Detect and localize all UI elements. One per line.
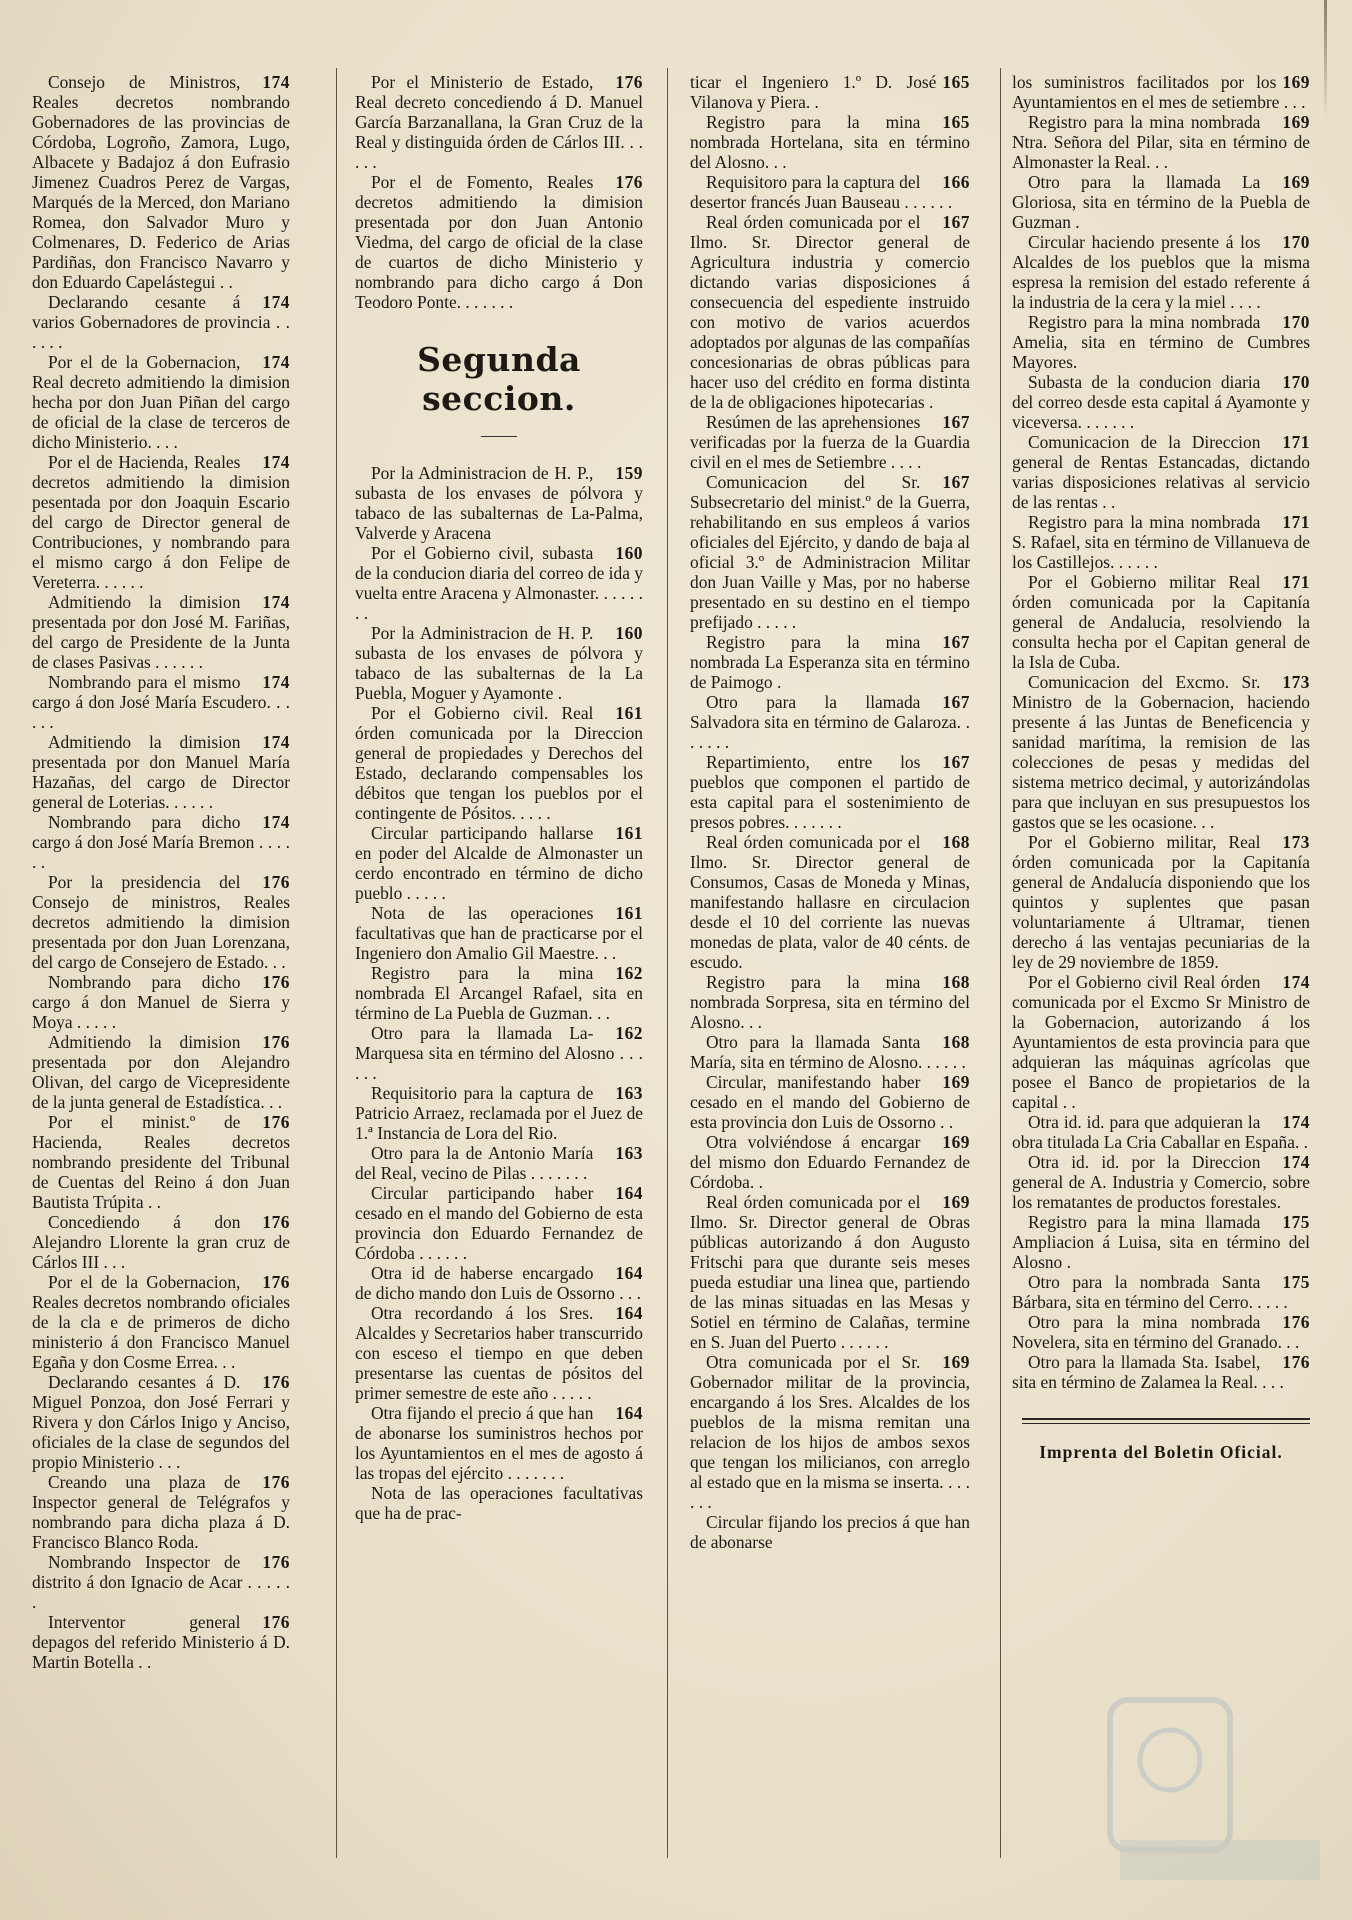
- index-entry: [32, 812, 290, 872]
- index-entry: [1012, 1152, 1310, 1212]
- index-entry: [1012, 312, 1310, 372]
- index-entry: [690, 692, 970, 752]
- entry-text: Por el de Hacienda, Reales decretos admitiendo la dimision pesentada por don Joaquin Escario del cargo de Director general de Contribuciones, y nombrando para el mismo cargo á don Felipe de Vereterra. . . . . .: [32, 452, 290, 592]
- entry-text: Admitiendo la dimision presentada por don Alejandro Olivan, del cargo de Vicepresidente de la junta general de Estadística. . .: [32, 1032, 290, 1112]
- index-entry: [355, 1143, 643, 1183]
- library-stamp-seal: [1080, 1690, 1330, 1890]
- entry-text: Nota de las operaciones facultativas que han de practicarse por el Ingeniero don Amalio Gil Maestre. . .: [355, 903, 643, 963]
- entry-text: Por el Ministerio de Estado, Real decreto concediendo á D. Manuel García Barzanallana, la Gran Cruz de la Real y distinguida órden de Cárlos III. . . . . .: [355, 72, 643, 172]
- page-number: 167: [942, 752, 970, 772]
- index-entry: [32, 972, 290, 1032]
- index-entry: [355, 1303, 643, 1403]
- page-number: 174: [1282, 1112, 1310, 1132]
- page-number: 168: [942, 972, 970, 992]
- column-1: [32, 72, 290, 1892]
- page-edge-shadow: [1324, 0, 1327, 120]
- index-entry: [690, 212, 970, 412]
- page-number: 167: [942, 212, 970, 232]
- page-number: 175: [1282, 1212, 1310, 1232]
- index-entry: [1012, 832, 1310, 972]
- page-number: 160: [615, 543, 643, 563]
- entry-text: Circular participando hallarse en poder del Alcalde de Almonaster un cerdo encontrado en término de dicho pueblo . . . . .: [355, 823, 643, 903]
- page-number: 174: [262, 452, 290, 472]
- index-entry: [1012, 1272, 1310, 1312]
- entry-text: Admitiendo la dimision presentada por don José M. Fariñas, del cargo de Presidente de la Junta de clases Pasivas . . . . . .: [32, 592, 290, 672]
- index-entry: [32, 1612, 290, 1672]
- page-number: 169: [942, 1132, 970, 1152]
- entry-text: Por el Gobierno civil. Real órden comunicada por la Direccion general de propiedades y Derechos del Estado, declarando compensables los débitos que tengan los pueblos por el contingente de Pósitos. . . . .: [355, 703, 643, 823]
- page-number: 170: [1282, 372, 1310, 392]
- entry-text: Otra id. id. para que adquieran la obra titulada La Cria Caballar en España. .: [1012, 1112, 1309, 1152]
- page-number: 176: [615, 172, 643, 192]
- page-number: 169: [1282, 172, 1310, 192]
- page-number: 174: [1282, 1152, 1310, 1172]
- page-number: 174: [262, 72, 290, 92]
- entry-text: Nota de las operaciones facultativas que ha de prac-: [355, 1483, 643, 1523]
- entry-text: Por el de la Gobernacion, Reales decretos nombrando oficiales de la cla e de primeros de dicho ministerio á don Francisco Manuel Egaña y don Cosme Errea. . .: [32, 1272, 290, 1372]
- entry-text: Registro para la mina nombrada Amelia, sita en término de Cumbres Mayores.: [1012, 312, 1310, 372]
- index-entry: [690, 72, 970, 112]
- page-number: 174: [262, 812, 290, 832]
- index-entry: [355, 1403, 643, 1483]
- entry-text: Interventor general depagos del referido Ministerio á D. Martin Botella . .: [32, 1612, 290, 1672]
- page-number: 176: [262, 972, 290, 992]
- page-number: 164: [615, 1303, 643, 1323]
- page-number: 161: [615, 703, 643, 723]
- index-entry: [690, 172, 970, 212]
- page-number: 167: [942, 692, 970, 712]
- entry-text: Declarando cesantes á D. Miguel Ponzoa, don José Ferrari y Rivera y don Cárlos Inigo y Anciso, oficiales de la clase de segundos del propio Ministerio . . .: [32, 1372, 290, 1472]
- index-entry: [1012, 1312, 1310, 1352]
- page-number: 166: [942, 172, 970, 192]
- index-entry: [1012, 512, 1310, 572]
- entry-text: Por la Administracion de H. P. subasta de los envases de pólvora y tabaco de las subalternas de la La Puebla, Moguer y Ayamonte .: [355, 623, 643, 703]
- heading-divider: [481, 436, 517, 437]
- entry-text: Real órden comunicada por el Ilmo. Sr. Director general de Consumos, Casas de Moneda y Minas, manifestando hallasre en circulacion desde el 10 del corriente las nuevas monedas de plata, valor de 40 cénts. de escudo.: [690, 832, 970, 972]
- entry-text: Por la presidencia del Consejo de ministros, Reales decretos admitiendo la dimision presentada por don Juan Lorenzana, del cargo de Consejero de Estado. . .: [32, 872, 290, 972]
- column-3: [690, 72, 970, 1892]
- page-number: 174: [262, 732, 290, 752]
- page-number: 170: [1282, 232, 1310, 252]
- entry-text: Otro para la nombrada Santa Bárbara, sita en término del Cerro. . . . .: [1012, 1272, 1288, 1312]
- entry-text: Requisitoro para la captura del desertor francés Juan Bauseau . . . . . .: [690, 172, 953, 212]
- entry-text: Circular haciendo presente á los Alcaldes de los pueblos que la misma espresa la remision del estado referente á la industria de la cera y la miel . . . .: [1012, 232, 1310, 312]
- page-number: 176: [262, 1552, 290, 1572]
- index-entry: [1012, 72, 1310, 112]
- page-number: 174: [262, 592, 290, 612]
- entry-text: Otro para la llamada Sta. Isabel, sita en término de Zalamea la Real. . . .: [1012, 1352, 1284, 1392]
- index-entry: [690, 1512, 970, 1552]
- page-number: 174: [262, 672, 290, 692]
- index-entry: [690, 1072, 970, 1132]
- index-entry: [32, 1372, 290, 1472]
- page-number: 170: [1282, 312, 1310, 332]
- page-number: 176: [262, 1112, 290, 1132]
- entry-text: Por el Gobierno civil Real órden comunicada por el Excmo Sr Ministro de la Gobernacion, autorizando á los Ayuntamientos de esta provincia para que adquieran las máquinas agrícolas que posee el Banco de propietarios de la capital . .: [1012, 972, 1310, 1112]
- index-entry: [355, 1023, 643, 1083]
- entry-text: Registro para la mina nombrada La Esperanza sita en término de Paimogo .: [690, 632, 970, 692]
- entry-text: Registro para la mina nombrada Sorpresa, sita en término del Alosno. . .: [690, 972, 970, 1032]
- page-number: 171: [1282, 512, 1310, 532]
- entry-text: Por el minist.º de Hacienda, Reales decretos nombrando presidente del Tribunal de Cuentas del Reino á don Juan Bautista Trúpita . .: [32, 1112, 290, 1212]
- index-entry: [1012, 172, 1310, 232]
- entry-text: Otra id. id. por la Direccion general de A. Industria y Comercio, sobre los rematantes de productos forestales.: [1012, 1152, 1310, 1212]
- entry-text: Registro para la mina nombrada Hortelana, sita en término del Alosno. . .: [690, 112, 970, 172]
- index-entry: [690, 112, 970, 172]
- page-number: 165: [942, 112, 970, 132]
- page-number: 174: [262, 292, 290, 312]
- index-entry: [690, 1132, 970, 1192]
- entry-text: Otra comunicada por el Sr. Gobernador militar de la provincia, encargando á los Sres. Alcaldes de los pueblos de la misma remitan una relacion de los hijos de ambos sexos que tengan los milicianos, con arreglo al estado que en la misma se inserta. . . . . . .: [690, 1352, 970, 1512]
- entry-text: Otro para la llamada Salvadora sita en término de Galaroza. . . . . . .: [690, 692, 970, 752]
- page-number: 163: [615, 1083, 643, 1103]
- index-entry: [355, 963, 643, 1023]
- page-number: 176: [262, 1472, 290, 1492]
- entry-text: Concediendo á don Alejandro Llorente la gran cruz de Cárlos III . . .: [32, 1212, 290, 1272]
- entry-text: Otro para la llamada Santa María, sita en término de Alosno. . . . . .: [690, 1032, 966, 1072]
- index-entry: [355, 623, 643, 703]
- column-rule: [667, 68, 668, 1858]
- page-number: 167: [942, 472, 970, 492]
- index-entry: [1012, 1352, 1310, 1392]
- index-entry: [32, 672, 290, 732]
- index-entry: [1012, 372, 1310, 432]
- page-number: 168: [942, 1032, 970, 1052]
- index-entry: [690, 632, 970, 692]
- index-entry: [1012, 572, 1310, 672]
- index-entry: [32, 1212, 290, 1272]
- entry-text: Registro para la mina nombrada El Arcangel Rafael, sita en término de La Puebla de Guzman. . .: [355, 963, 643, 1023]
- index-entry: [690, 472, 970, 632]
- page-number: 168: [942, 832, 970, 852]
- entry-text: Admitiendo la dimision presentada por don Manuel María Hazañas, del cargo de Director general de Loterias. . . . . .: [32, 732, 290, 812]
- entry-text: Registro para la mina llamada Ampliacion á Luisa, sita en término del Alosno .: [1012, 1212, 1310, 1272]
- page-number: 176: [1282, 1312, 1310, 1332]
- index-entry: [355, 703, 643, 823]
- page-number: 176: [1282, 1352, 1310, 1372]
- page-number: 164: [615, 1403, 643, 1423]
- entry-text: Declarando cesante á varios Gobernadores de provincia . . . . . .: [32, 292, 290, 352]
- entry-text: Real órden comunicada por el Ilmo. Sr. Director general de Obras públicas autorizando á don Augusto Fritschi para que durante seis meses pueda estudiar una linea que, partiendo de las minas situadas en las Mesas y Sotiel en término de Calañas, termine en S. Juan del Puerto . . . . . .: [690, 1192, 970, 1352]
- page-number: 169: [942, 1072, 970, 1092]
- page-number: 169: [942, 1352, 970, 1372]
- entry-text: Comunicacion de la Direccion general de Rentas Estancadas, dictando varias disposiciones relativas al servicio de las rentas . .: [1012, 432, 1310, 512]
- index-entry: [1012, 1212, 1310, 1272]
- entry-text: los suministros facilitados por los Ayuntamientos en el mes de setiembre . . .: [1012, 72, 1306, 112]
- entry-text: Otra fijando el precio á que han de abonarse los suministros hechos por los Ayuntamientos en el mes de agosto á las tropas del ejército . . . . . . .: [355, 1403, 643, 1483]
- index-entry: [32, 72, 290, 292]
- index-entry: [355, 1483, 643, 1523]
- index-entry: [1012, 232, 1310, 312]
- page-number: 176: [615, 72, 643, 92]
- entry-text: Nombrando Inspector de distrito á don Ignacio de Acar . . . . . .: [32, 1552, 290, 1612]
- entry-text: Repartimiento, entre los pueblos que componen el partido de esta capital para el sostenimiento de presos pobres. . . . . . .: [690, 752, 970, 832]
- index-entry: [355, 463, 643, 543]
- page-number: 174: [1282, 972, 1310, 992]
- index-entry: [32, 1552, 290, 1612]
- entry-text: Nombrando para el mismo cargo á don José María Escudero. . . . . .: [32, 672, 290, 732]
- page-number: 161: [615, 823, 643, 843]
- index-entry: [690, 1352, 970, 1512]
- index-entry: [32, 592, 290, 672]
- entry-text: Otro para la de Antonio María del Real, vecino de Pilas . . . . . . .: [355, 1143, 594, 1183]
- entry-text: Comunicacion del Sr. Subsecretario del minist.º de la Guerra, rehabilitando en sus empleos á varios oficiales del Ejército, y dando de baja al oficial 3.º de Administracion Militar don Juan Vaille y Mas, por no haberse presentado en su destino en el tiempo prefijado . . . . .: [690, 472, 970, 632]
- index-entry: [32, 292, 290, 352]
- index-entry: [1012, 112, 1310, 172]
- entry-text: Por el de Fomento, Reales decretos admitiendo la dimision presentada por don Juan Antonio Viedma, del cargo de oficial de la clase de cuartos de dicho Ministerio y nombrando para dicho cargo á Don Teodoro Ponte. . . . . . .: [355, 172, 643, 312]
- entry-text: Por el de la Gobernacion, Real decreto admitiendo la dimision hecha por don Juan Piñan del cargo de oficial de la clase de terceros de dicho Ministerio. . . .: [32, 352, 290, 452]
- imprint-rule: [1022, 1418, 1310, 1420]
- entry-text: Circular participando haber cesado en el mando del Gobierno de esta provincia don Eduardo Fernandez de Córdoba . . . . . .: [355, 1183, 643, 1263]
- page-number: 175: [1282, 1272, 1310, 1292]
- index-entry: [690, 752, 970, 832]
- column-rule: [1000, 68, 1001, 1858]
- index-entry: [32, 1032, 290, 1112]
- page-number: 164: [615, 1263, 643, 1283]
- index-entry: [690, 1032, 970, 1072]
- entry-text: Creando una plaza de Inspector general de Telégrafos y nombrando para dicha plaza á D. Francisco Blanco Roda.: [32, 1472, 290, 1552]
- entry-text: Otro para la mina nombrada Novelera, sita en término del Granado. . .: [1012, 1312, 1300, 1352]
- index-entry: [355, 903, 643, 963]
- entry-text: Registro para la mina nombrada Ntra. Señora del Pilar, sita en término de Almonaster la Real. . .: [1012, 112, 1310, 172]
- index-entry: [32, 872, 290, 972]
- index-entry: [32, 1472, 290, 1552]
- page-number: 176: [262, 1032, 290, 1052]
- entry-text: Por el Gobierno militar Real órden comunicada por la Capitanía general de Andalucia, resolviendo la consulta hecha por el Capitan general de la Isla de Cuba.: [1012, 572, 1310, 672]
- index-entry: [1012, 1112, 1310, 1152]
- entry-text: Nombrando para dicho cargo á don José María Bremon . . . . . .: [32, 812, 290, 872]
- page-number: 164: [615, 1183, 643, 1203]
- index-entry: [355, 1263, 643, 1303]
- index-entry: [32, 452, 290, 592]
- page-number: 167: [942, 412, 970, 432]
- entry-text: Registro para la mina nombrada S. Rafael, sita en término de Villanueva de los Castillejos. . . . . .: [1012, 512, 1310, 572]
- column-4: [1012, 72, 1310, 1892]
- page-number: 169: [1282, 72, 1310, 92]
- entry-text: Otra id de haberse encargado de dicho mando don Luis de Ossorno . . .: [355, 1263, 641, 1303]
- index-entry: [355, 172, 643, 312]
- column-rule: [336, 68, 337, 1858]
- index-entry: [355, 72, 643, 172]
- entry-text: Nombrando para dicho cargo á don Manuel de Sierra y Moya . . . . .: [32, 972, 290, 1032]
- entry-text: Consejo de Ministros, Reales decretos nombrando Gobernadores de las provincias de Córdoba, Logroño, Zamora, Lugo, Albacete y Badajoz á don Eufrasio Jimenez Cuadros Perez de Vargas, Marqués de la Merced, don Mariano Romea, don Salvador Muro y Colmenares, D. Federico de Arias Pardiñas, don Francisco Navarro y don Eduardo Capelástegui . .: [32, 72, 290, 292]
- index-entry: [355, 1083, 643, 1143]
- page-number: 162: [615, 963, 643, 983]
- page-number: 159: [615, 463, 643, 483]
- index-entry: [690, 972, 970, 1032]
- entry-text: Circular, manifestando haber cesado en el mando del Gobierno de esta provincia don Luis de Ossorno . .: [690, 1072, 970, 1132]
- page-number: 167: [942, 632, 970, 652]
- section-heading: Segunda seccion.: [417, 340, 581, 418]
- entry-text: Comunicacion del Excmo. Sr. Ministro de la Gobernacion, haciendo presente á las Juntas de Beneficencia y sanidad marítima, la remision de las colecciones de pesas y medidas del sistema metrico decimal, y autorizándolas para que incluyan en sus presupuestos los gastos que se les ocasione. . .: [1012, 672, 1310, 832]
- entry-text: ticar el Ingeniero 1.º D. José Vilanova y Piera. .: [690, 72, 937, 112]
- imprint-line: Imprenta del Boletin Oficial.: [1039, 1442, 1283, 1462]
- page-number: 169: [942, 1192, 970, 1212]
- index-entry: [690, 832, 970, 972]
- page-number: 161: [615, 903, 643, 923]
- entry-text: Subasta de la conducion diaria del correo desde esta capital á Ayamonte y viceversa. . . . . . .: [1012, 372, 1310, 432]
- entry-text: Otro para la llamada La Gloriosa, sita en término de la Puebla de Guzman .: [1012, 172, 1310, 232]
- entry-text: Requisitorio para la captura de Patricio Arraez, reclamada por el Juez de 1.ª Instancia de Lora del Rio.: [355, 1083, 643, 1143]
- page-number: 176: [262, 1212, 290, 1232]
- entry-text: Por el Gobierno civil, subasta de la conducion diaria del correo de ida y vuelta entre Aracena y Almonaster. . . . . . . .: [355, 543, 643, 623]
- entry-text: Circular fijando los precios á que han de abonarse: [690, 1512, 970, 1552]
- page-number: 165: [942, 72, 970, 92]
- page-number: 169: [1282, 112, 1310, 132]
- entry-text: Resúmen de las aprehensiones verificadas por la fuerza de la Guardia civil en el mes de Setiembre . . . .: [690, 412, 970, 472]
- page-number: 171: [1282, 572, 1310, 592]
- index-entry: [355, 543, 643, 623]
- page-number: 163: [615, 1143, 643, 1163]
- page-number: 176: [262, 1272, 290, 1292]
- page-number: 171: [1282, 432, 1310, 452]
- index-entry: [32, 352, 290, 452]
- column-2: [355, 72, 643, 1892]
- page-number: 162: [615, 1023, 643, 1043]
- entry-text: Otra volviéndose á encargar del mismo don Eduardo Fernandez de Córdoba. .: [690, 1132, 970, 1192]
- entry-text: Otro para la llamada La-Marquesa sita en término del Alosno . . . . . .: [355, 1023, 643, 1083]
- entry-text: Real órden comunicada por el Ilmo. Sr. Director general de Agricultura industria y comercio dictando varias disposiciones á consecuencia del espediente instruido con motivo de varios acuerdos adoptados por algunas de las compañías concesionarias de obras públicas para hacer uso del crédito en forma distinta de la de obligaciones hipotecarias .: [690, 212, 970, 412]
- imprint-rule: [1022, 1423, 1310, 1424]
- entry-text: Por la Administracion de H. P., subasta de los envases de pólvora y tabaco de las subalternas de La-Palma, Valverde y Aracena: [355, 463, 643, 543]
- page-number: 176: [262, 1612, 290, 1632]
- index-entry: [1012, 672, 1310, 832]
- page-number: 173: [1282, 672, 1310, 692]
- index-entry: [32, 1272, 290, 1372]
- page-number: 176: [262, 872, 290, 892]
- index-entry: [32, 732, 290, 812]
- entry-text: Por el Gobierno militar, Real órden comunicada por la Capitanía general de Andalucía disponiendo que los quintos y suplentes que pasan voluntariamente á Ultramar, tienen derecho á las ventajas pecuniarias de la ley de 29 noviembre de 1859.: [1012, 832, 1310, 972]
- index-entry: [690, 1192, 970, 1352]
- page-number: 174: [262, 352, 290, 372]
- page-number: 173: [1282, 832, 1310, 852]
- index-entry: [1012, 432, 1310, 512]
- index-entry: [355, 1183, 643, 1263]
- index-entry: [32, 1112, 290, 1212]
- index-entry: [355, 823, 643, 903]
- index-entry: [1012, 972, 1310, 1112]
- page-number: 160: [615, 623, 643, 643]
- index-entry: [690, 412, 970, 472]
- entry-text: Otra recordando á los Sres. Alcaldes y Secretarios haber transcurrido con esceso el tiempo en que deben presentarse las cuentas de pósitos del primer semestre de este año . . . . .: [355, 1303, 643, 1403]
- page-number: 176: [262, 1372, 290, 1392]
